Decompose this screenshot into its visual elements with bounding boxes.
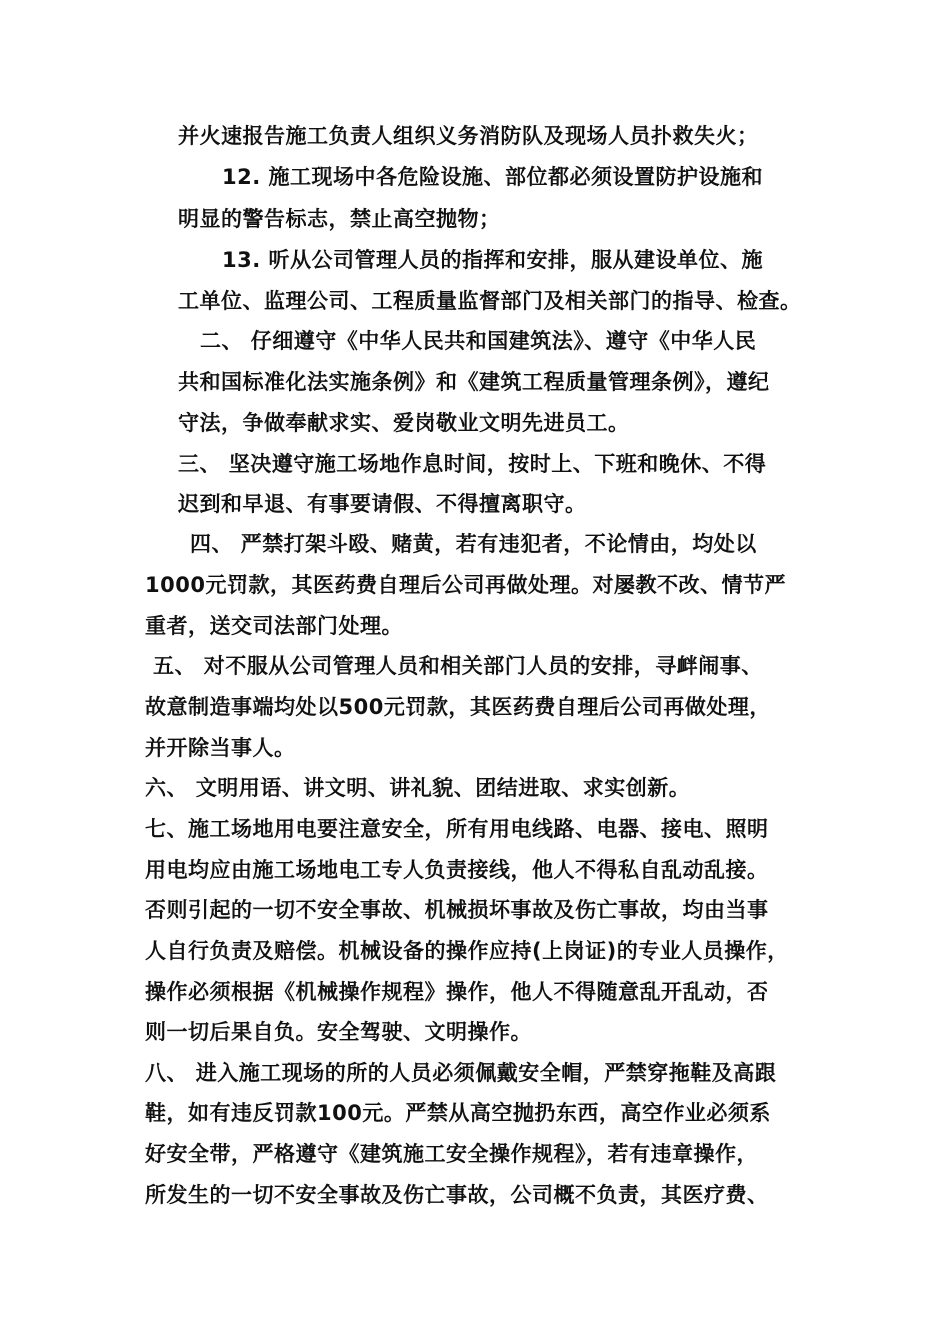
text-line: 好安全带，严格遵守《建筑施工安全操作规程》，若有违章操作，	[145, 1142, 758, 1166]
text-line: 操作必须根据《机械操作规程》操作，他人不得随意乱开乱动，否	[145, 980, 769, 1004]
text-line: 共和国标准化法实施条例》和《建筑工程质量管理条例》，遵纪	[178, 370, 770, 394]
text-line: 用电均应由施工场地电工专人负责接线，他人不得私自乱动乱接。	[145, 858, 769, 882]
text-line: 13. 听从公司管理人员的指挥和安排，服从建设单位、施	[222, 248, 764, 272]
text-line: 1000元罚款，其医药费自理后公司再做处理。对屡教不改、情节严	[145, 573, 786, 597]
text-line: 五、 对不服从公司管理人员和相关部门人员的安排，寻衅闹事、	[153, 654, 763, 678]
text-line: 鞋，如有违反罚款100元。严禁从高空抛扔东西，高空作业必须系	[145, 1101, 771, 1125]
text-line: 人自行负责及赔偿。机械设备的操作应持(上岗证)的专业人员操作，	[145, 939, 789, 963]
text-line: 四、 严禁打架斗殴、赌黄，若有违犯者，不论情由，均处以	[190, 532, 757, 556]
text-line: 并开除当事人。	[145, 736, 296, 760]
text-line: 故意制造事端均处以500元罚款，其医药费自理后公司再做处理，	[145, 695, 771, 719]
text-line: 所发生的一切不安全事故及伤亡事故，公司概不负责，其医疗费、	[145, 1183, 769, 1207]
text-line: 二、 仔细遵守《中华人民共和国建筑法》、遵守《中华人民	[200, 329, 757, 353]
text-line: 则一切后果自负。安全驾驶、文明操作。	[145, 1020, 532, 1044]
text-line: 工单位、监理公司、工程质量监督部门及相关部门的指导、检查。	[178, 289, 802, 313]
text-line: 12. 施工现场中各危险设施、部位都必须设置防护设施和	[222, 165, 764, 189]
text-line: 守法，争做奉献求实、爱岗敬业文明先进员工。	[178, 411, 630, 435]
text-line: 重者，送交司法部门处理。	[145, 614, 403, 638]
text-line: 八、 进入施工现场的所的人员必须佩戴安全帽，严禁穿拖鞋及高跟	[145, 1061, 777, 1085]
text-line: 明显的警告标志，禁止高空抛物；	[178, 207, 501, 231]
text-line: 三、 坚决遵守施工场地作息时间，按时上、下班和晚休、不得	[178, 452, 767, 476]
text-line: 迟到和早退、有事要请假、不得擅离职守。	[178, 492, 587, 516]
text-line: 七、施工场地用电要注意安全，所有用电线路、电器、接电、照明	[145, 817, 769, 841]
text-line: 否则引起的一切不安全事故、机械损坏事故及伤亡事故，均由当事	[145, 898, 769, 922]
text-line: 六、 文明用语、讲文明、讲礼貌、团结进取、求实创新。	[145, 776, 691, 800]
text-line: 并火速报告施工负责人组织义务消防队及现场人员扑救失火；	[178, 124, 759, 148]
